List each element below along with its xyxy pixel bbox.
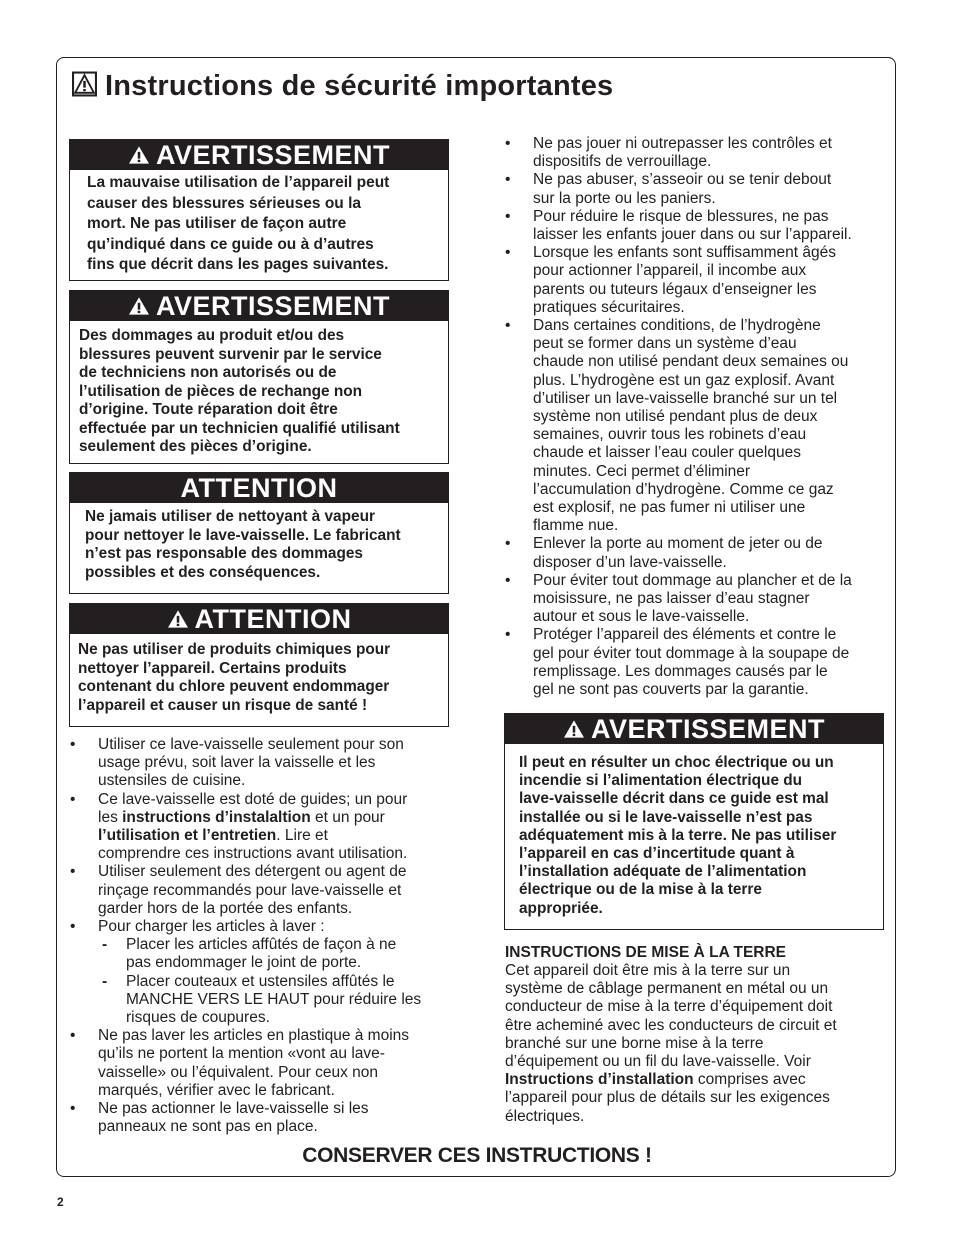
warning-box-body: Des dommages au produit et/ou des blessures peuvent survenir par le service de techniciens non autorisés ou de l’utilisation de pièces de rechange non d’origine. Toute réparation doit être effectuée par un technicien qualifié utilisant seulement des pièces d’origine. [79,327,400,455]
caution-box-steam [69,472,449,594]
page-title [72,70,613,103]
grounding-text: Cet appareil doit être mis à la terre sur un système de câblage permanent en métal ou un conducteur de mise à la terre d’équipement doit être acheminé avec les conducteurs de circuit et branché sur une borne mise à la terre d’équipement ou un fil du lave-vaisselle. Voir Instructions d’installation comprises avec l’appareil pour plus de détails sur les exigences électriques. [505,962,837,1125]
warning-box-body: La mauvaise utilisation de l’appareil peut causer des blessures sérieuses ou la mort. Ne pas utiliser de façon autre qu’indiqué dans ce guide ou à d’autres fins que décrit dans les pages suivantes. [87,174,390,273]
right-bullet-list [505,135,895,699]
warning-triangle-icon [563,719,585,739]
list-item: • Pour réduire le risque de blessures, ne pas laisser les enfants jouer dans ou sur l’appareil. [505,207,852,244]
list-item: • Ne pas actionner le lave-vaisselle si les panneaux ne sont pas en place. [70,1100,369,1136]
warning-box-service [69,290,449,464]
warning-triangle-icon [128,145,150,165]
page-number: 2 [57,1195,64,1209]
warning-box-heading: AVERTISSEMENT [70,291,448,321]
list-item: • Ce lave-vaisselle est doté de guides; un pour les instructions d’instalaltion et un pour l’utilisation et l’entretien. Lire et comprendre ces instructions avant utilisation. [70,790,408,863]
warning-triangle-icon [128,296,150,316]
list-item: • Protéger l’appareil des éléments et contre le gel pour éviter tout dommage à la soupape de remplissage. Les dommages causés par le gel ne sont pas couverts par la garantie. [505,626,850,699]
warning-triangle-icon [167,609,189,629]
sub-list-item: - Placer les articles affûtés de façon à ne pas endommager le joint de porte. [102,936,397,972]
warning-box-misuse [69,139,449,281]
list-item: • Utiliser ce lave-vaisselle seulement pour son usage prévu, soit laver la vaisselle et les ustensiles de cuisine. [70,736,404,790]
warning-box-heading: AVERTISSEMENT [70,140,448,170]
page-title-text: Instructions de sécurité importantes [105,70,614,102]
caution-box-body: Ne pas utiliser de produits chimiques pour nettoyer l’appareil. Certains produits contenant du chlore peuvent endommager l’appareil et causer un risque de santé ! [78,641,391,714]
list-item: • Pour éviter tout dommage au plancher et de la moisissure, ne pas laisser d’eau stagner autour et sous le lave-vaisselle. [505,571,852,626]
list-item: • Dans certaines conditions, de l’hydrogène peut se former dans un système d’eau chaude non utilisé pendant deux semaines ou plus. L’hydrogène est un gaz explosif. Avant d’utiliser un lave-vaisselle branché sur un tel système non utilisé pendant plus de deux semaines, ouvrir tous les robinets d’eau chaude et laisser l’eau couler quelques minutes. Ceci permet d’éliminer l’accumulation d’hydrogène. Comme ce gaz est explosif, ne pas fumer ni utiliser une flamme nue. [505,317,849,535]
caution-box-heading: ATTENTION [70,604,448,634]
warning-box-electrical [504,713,884,930]
list-item: • Ne pas jouer ni outrepasser les contrôles et dispositifs de verrouillage. [505,135,832,171]
list-item: • Pour charger les articles à laver : - Placer les articles affûtés de façon à ne pas endommager le joint de porte. - Placer couteaux et ustensiles affûtés le MANCHE VERS LE HAUT pour réduire les risques de coupures. [70,918,460,1027]
caution-box-chemicals [69,603,449,727]
list-item: • Ne pas laver les articles en plastique à moins qu’ils ne portent la mention «vont au lave- vaisselle» ou l’équivalent. Pour ceux non marqués, vérifier avec le fabricant. [70,1027,410,1099]
grounding-title: INSTRUCTIONS DE MISE À LA TERRE [505,944,787,961]
list-item: • Lorsque les enfants sont suffisamment âgés pour actionner l’appareil, il incombe aux parents ou tuteurs légaux d’enseigner les pratiques sécuritaires. [505,244,836,316]
warning-triangle-icon [72,71,97,97]
warning-box-body: Il peut en résulter un choc électrique ou un incendie si l’alimentation électrique du lave-vaisselle décrit dans ce guide est mal installée ou si le lave-vaisselle n’est pas adéquatement mis à la terre. Ne pas utiliser l’appareil en cas d’incertitude quant à l’installation adéquate de l’alimentation électrique ou de la mise à la terre appropriée. [519,754,837,917]
caution-box-heading: ATTENTION [70,473,448,503]
save-instructions-footer: CONSERVER CES INSTRUCTIONS ! [302,1144,652,1167]
sub-list-item: - Placer couteaux et ustensiles affûtés le MANCHE VERS LE HAUT pour réduire les risques de coupures. [102,972,422,1027]
warning-box-heading: AVERTISSEMENT [505,714,883,744]
list-item: • Enlever la porte au moment de jeter ou de disposer d’un lave-vaisselle. [505,535,823,571]
list-item: • Ne pas abuser, s’asseoir ou se tenir debout sur la porte ou les paniers. [505,171,832,207]
left-bullet-list [70,736,460,1136]
caution-box-body: Ne jamais utiliser de nettoyant à vapeur pour nettoyer le lave-vaisselle. Le fabricant n’est pas responsable des dommages possibles et des conséquences. [85,508,401,581]
list-item: • Utiliser seulement des détergent ou agent de rinçage recommandés pour lave-vaisselle et garder hors de la portée des enfants. [70,863,407,917]
